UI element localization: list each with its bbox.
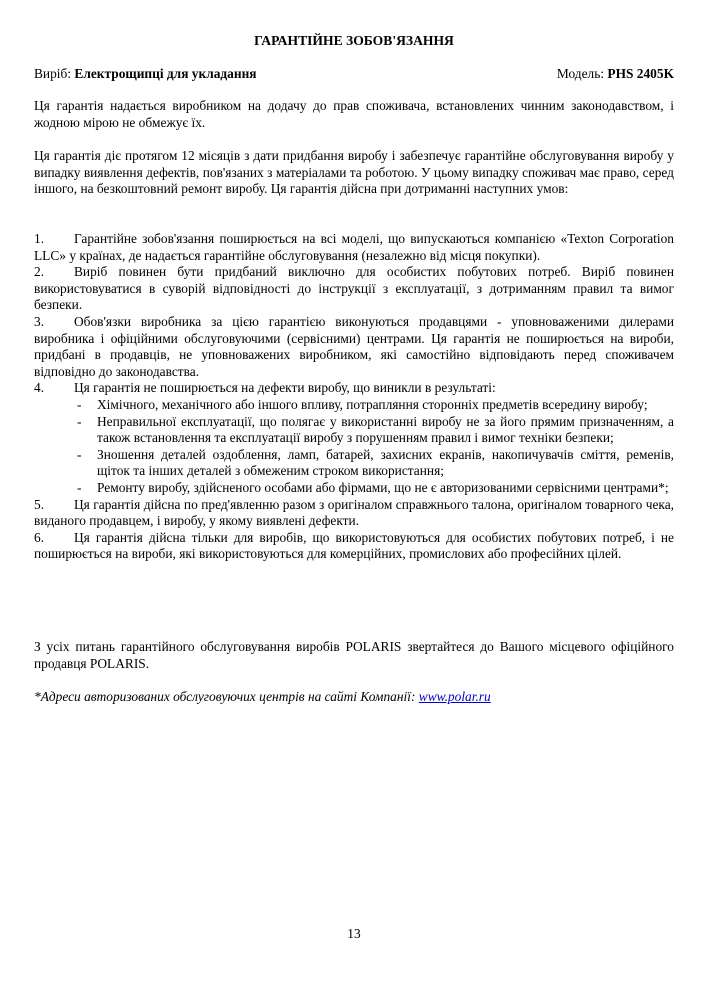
- footnote: [34, 689, 674, 706]
- condition-text: Гарантійне зобов'язання поширюється на всі моделі, що випускаються компанією «Texton Corporation LLC» у країнах, де надається гарантійне обслуговування (незалежно від місця покупки).: [34, 231, 674, 263]
- condition-text: Ця гарантія дійсна по пред'явленню разом з оригіналом справжнього талона, оригіналом товарного чека, виданого продавцем, і виробу, у якому виявлені дефекти.: [34, 496, 674, 529]
- exclusion-text: Ремонту виробу, здійсненого особами або фірмами, що не є авторизованими сервісними центрами*;: [97, 479, 669, 495]
- condition-number: 4.: [34, 380, 45, 396]
- dash-marker: -: [77, 396, 82, 412]
- condition-item: [34, 497, 674, 530]
- exclusion-item: [34, 480, 674, 497]
- model-label: Модель:: [556, 66, 605, 81]
- website-link[interactable]: www.polar.ru: [418, 689, 491, 704]
- model-info: [557, 66, 674, 83]
- exclusion-item: [34, 447, 674, 480]
- product-label: Виріб:: [34, 66, 72, 81]
- product-info: [34, 66, 257, 83]
- conditions-list: [34, 231, 674, 563]
- model-value: PHS 2405K: [607, 66, 674, 81]
- condition-item: [34, 264, 674, 314]
- condition-number: 1.: [34, 231, 45, 246]
- condition-number: 3.: [34, 313, 45, 329]
- exclusion-text: Зношення деталей оздоблення, ламп, батарей, захисних екранів, накопичувачів сміття, ременів, щіток та інших деталей з обмеженим строком використання;: [97, 446, 674, 479]
- condition-text: Ця гарантія не поширюється на дефекти виробу, що виникли в результаті:: [74, 380, 496, 396]
- intro-paragraph: Ця гарантія надається виробником на додачу до прав споживача, встановлених чинним законодавством, і жодною мірою не обмежує їх.: [34, 98, 674, 130]
- condition-item: [34, 231, 674, 264]
- condition-item: [34, 380, 674, 397]
- condition-item: [34, 530, 674, 563]
- condition-number: 5.: [34, 496, 45, 512]
- condition-item: [34, 314, 674, 380]
- condition-text: Обов'язки виробника за цією гарантією виконуються продавцями - уповноваженими дилерами виробника і офіційними обслуговуючими (сервісними) центрами. Ця гарантія не поширюється на вироби, придбані в продавців, не уповноважених виробником, які самостійно відповідають перед споживачем відповідно до законодавства.: [34, 313, 674, 379]
- dash-marker: -: [77, 446, 82, 462]
- contact-paragraph: З усіх питань гарантійного обслуговування виробів POLARIS звертайтеся до Вашого місцевого офіційного продавця POLARIS.: [34, 639, 674, 671]
- condition-text: Виріб повинен бути придбаний виключно для особистих побутових потреб. Виріб повинен використовуватися в суворій відповідності до інструкції з експлуатації, з дотриманням правил та вимог безпеки.: [34, 264, 674, 313]
- condition-number: 2.: [34, 264, 45, 280]
- exclusion-text: Неправильної експлуатації, що полягає у використанні виробу не за його прямим призначенням, а також встановлення та експлуатації виробу з порушенням правил і вимог техніки безпеки;: [97, 413, 674, 446]
- dash-marker: -: [77, 479, 82, 495]
- page-number: 13: [347, 926, 361, 941]
- dash-marker: -: [77, 413, 82, 429]
- product-name: Електрощипці для укладання: [74, 66, 257, 81]
- exclusion-text: Хімічного, механічного або іншого впливу, потрапляння сторонніх предметів всередину виробу;: [97, 396, 648, 412]
- footnote-text: *Адреси авторизованих обслуговуючих центрів на сайті Компанії:: [34, 689, 416, 704]
- exclusion-item: [34, 414, 674, 447]
- validity-paragraph: Ця гарантія діє протягом 12 місяців з дати придбання виробу і забезпечує гарантійне обслуговування виробу у випадку виявлення дефектів, пов'язаних з матеріалами та роботою. У цьому випадку споживач має право, серед іншого, на безкоштовний ремонт виробу. Ця гарантія дійсна при дотриманні наступних умов:: [34, 148, 674, 197]
- page-title: ГАРАНТІЙНЕ ЗОБОВ'ЯЗАННЯ: [254, 33, 454, 48]
- exclusion-item: [34, 397, 674, 414]
- condition-number: 6.: [34, 529, 45, 545]
- condition-text: Ця гарантія дійсна тільки для виробів, що використовуються для особистих побутових потреб, і не поширюється на вироби, які використовуються для комерційних, промислових або професійних цілей.: [34, 529, 674, 562]
